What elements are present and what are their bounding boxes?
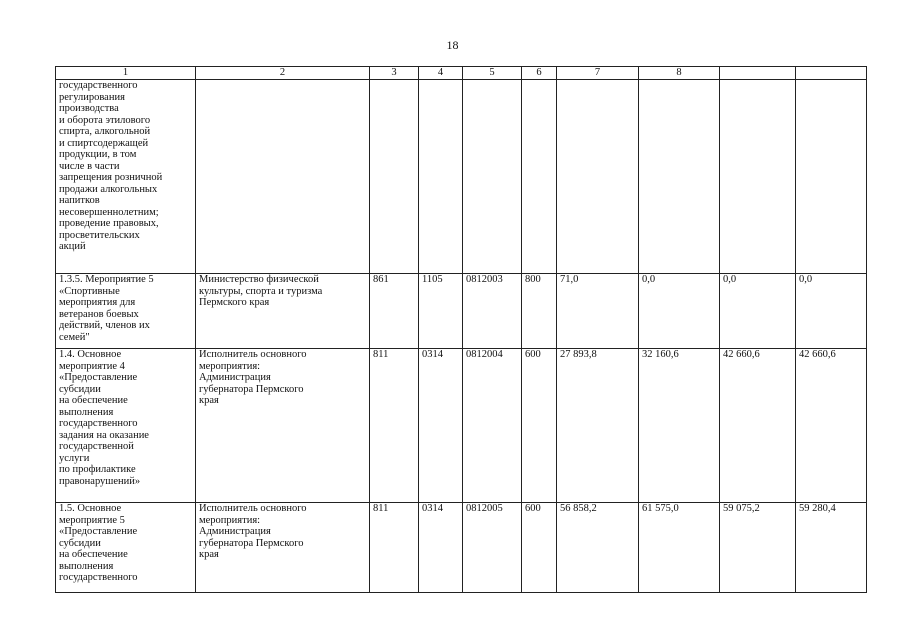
code-cell xyxy=(370,80,419,274)
section-cell xyxy=(419,80,463,274)
event-name-text: 1.5. Основное мероприятие 5 «Предоставление субсидии на обеспечение выполнения государственного xyxy=(59,503,138,583)
event-name-text: 1.3.5. Мероприятие 5 «Спортивные мероприятия для ветеранов боевых действий, членов их семей" xyxy=(59,274,154,343)
executor-cell xyxy=(196,503,370,593)
expense-type-cell: 600 xyxy=(522,349,557,503)
amount-cell: 42 660,6 xyxy=(720,349,796,503)
target-article-cell: 0812005 xyxy=(463,503,522,593)
amount-cell: 42 660,6 xyxy=(796,349,867,503)
amount-cell: 61 575,0 xyxy=(639,503,720,593)
table-row xyxy=(56,503,867,593)
header-cell: 8 xyxy=(639,67,720,80)
event-name-text: 1.4. Основное мероприятие 4 «Предоставление субсидии на обеспечение выполнения государственного задания на оказание государственной услуги по профилактике правонарушений» xyxy=(59,349,149,487)
header-cell: 6 xyxy=(522,67,557,80)
table-row xyxy=(56,349,867,503)
header-cell: 4 xyxy=(419,67,463,80)
event-name-cell xyxy=(56,349,196,503)
header-cell: 3 xyxy=(370,67,419,80)
executor-text: Министерство физической культуры, спорта и туризма Пермского края xyxy=(199,274,323,308)
budget-table xyxy=(55,66,867,593)
event-name-cell xyxy=(56,80,196,274)
amount-cell: 32 160,6 xyxy=(639,349,720,503)
amount-cell: 27 893,8 xyxy=(557,349,639,503)
header-cell: 5 xyxy=(463,67,522,80)
executor-cell xyxy=(196,349,370,503)
event-name-text: государственного регулирования производства и оборота этилового спирта, алкогольной и спиртсодержащей продукции, в том числе в части запрещения розничной продажи алкогольных напитков несовершеннолетним; проведение правовых, просветительских акций xyxy=(59,80,163,252)
amount-cell: 71,0 xyxy=(557,274,639,349)
amount-cell: 0,0 xyxy=(796,274,867,349)
header-cell xyxy=(796,67,867,80)
header-cell: 1 xyxy=(56,67,196,80)
header-cell: 7 xyxy=(557,67,639,80)
amount-cell: 0,0 xyxy=(720,274,796,349)
executor-text: Исполнитель основного мероприятия: Администрация губернатора Пермского края xyxy=(199,503,307,560)
code-cell: 811 xyxy=(370,503,419,593)
amount-cell: 0,0 xyxy=(639,274,720,349)
amount-cell xyxy=(557,80,639,274)
section-cell: 1105 xyxy=(419,274,463,349)
amount-cell: 59 075,2 xyxy=(720,503,796,593)
expense-type-cell: 800 xyxy=(522,274,557,349)
executor-cell xyxy=(196,80,370,274)
amount-cell xyxy=(720,80,796,274)
executor-text: Исполнитель основного мероприятия: Администрация губернатора Пермского края xyxy=(199,349,307,406)
expense-type-cell xyxy=(522,80,557,274)
executor-cell xyxy=(196,274,370,349)
event-name-cell xyxy=(56,503,196,593)
section-cell: 0314 xyxy=(419,349,463,503)
amount-cell: 56 858,2 xyxy=(557,503,639,593)
target-article-cell: 0812003 xyxy=(463,274,522,349)
header-cell: 2 xyxy=(196,67,370,80)
target-article-cell: 0812004 xyxy=(463,349,522,503)
page-number: 18 xyxy=(446,38,459,52)
code-cell: 811 xyxy=(370,349,419,503)
table-row xyxy=(56,274,867,349)
table-row xyxy=(56,80,867,274)
amount-cell xyxy=(639,80,720,274)
table-header-row xyxy=(56,67,867,80)
expense-type-cell: 600 xyxy=(522,503,557,593)
section-cell: 0314 xyxy=(419,503,463,593)
amount-cell: 59 280,4 xyxy=(796,503,867,593)
event-name-cell xyxy=(56,274,196,349)
target-article-cell xyxy=(463,80,522,274)
header-cell xyxy=(720,67,796,80)
code-cell: 861 xyxy=(370,274,419,349)
amount-cell xyxy=(796,80,867,274)
